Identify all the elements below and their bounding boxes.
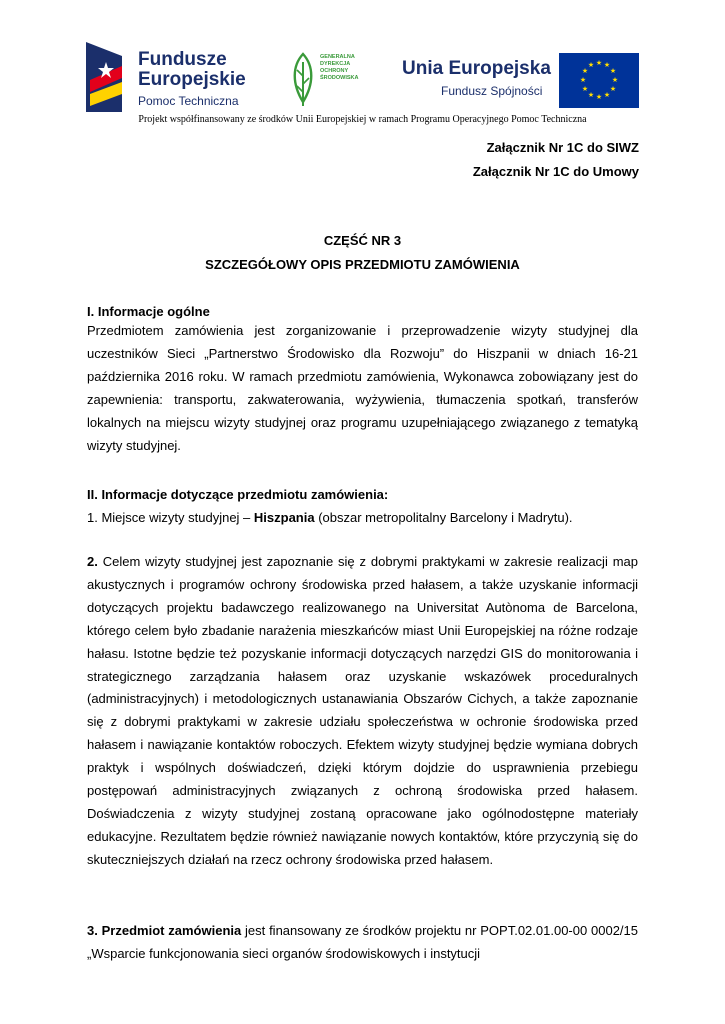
fundusze-europejskie-logo [86, 42, 256, 112]
section1-heading: I. Informacje ogólne [87, 304, 210, 319]
fe-flag-icon [86, 42, 122, 112]
item3-text: jest finansowany ze środków projektu nr POPT.02.01.00-00 0002/15 „Wsparcie funkcjonowania sieci organów środowiskowych i instytucji [87, 923, 639, 961]
item1-suffix: (obszar metropolitalny Barcelony i Madrytu). [314, 510, 573, 525]
eu-stars-icon [559, 53, 639, 108]
svg-text:★: ★ [595, 93, 603, 101]
section2-heading: II. Informacje dotyczące przedmiotu zamówienia: [87, 487, 389, 502]
fe-logo-title [138, 50, 246, 90]
section1-text: Przedmiotem zamówienia jest zorganizowanie i przeprowadzenie wizyty studyjnej dla uczestników Sieci „Partnerstwo Środowisko dla Rozwoju” do Hiszpanii w dniach 16-21 października 2016 roku. W ramach przedmiotu zamówienia, Wykonawca zobowiązany jest do zapewnienia: transportu, zakwaterowania, wyżywienia, tłumaczenia spotkań, transferów lokalnych na miejscu wizyty studyjnej oraz programu uzupełniającego związanego z tematyką wizyty studyjnej. [87, 323, 638, 453]
eu-flag-icon [559, 53, 639, 108]
svg-text:★: ★ [587, 91, 595, 99]
list-item-2 [87, 551, 638, 872]
fe-logo-line1: Fundusze [138, 49, 227, 70]
item1-prefix: 1. Miejsce wizyty studyjnej – [87, 510, 254, 525]
svg-text:★: ★ [581, 67, 589, 75]
svg-text:★: ★ [603, 61, 611, 69]
document-subtitle: SZCZEGÓŁOWY OPIS PRZEDMIOTU ZAMÓWIENIA [205, 257, 520, 272]
svg-text:★: ★ [609, 67, 617, 75]
gdos-logo [290, 52, 370, 112]
part-title: CZĘŚĆ NR 3 [323, 233, 402, 248]
fe-logo-line2: Europejskie [138, 69, 246, 90]
fe-logo-sub: Pomoc Techniczna [138, 94, 239, 108]
header-caption: Projekt współfinansowany ze środków Unii Europejskiej w ramach Programu Operacyjnego Pomoc Techniczna [138, 114, 587, 125]
section1-paragraph [87, 320, 638, 457]
svg-text:★: ★ [609, 85, 617, 93]
leaf-icon [290, 52, 316, 108]
annex-umowy: Załącznik Nr 1C do Umowy [472, 164, 639, 179]
svg-text:★: ★ [595, 59, 603, 67]
item1-bold: Hiszpania [253, 510, 315, 525]
gdos-logo-text: GENERALNA DYREKCJA OCHRONY ŚRODOWISKA [320, 54, 359, 81]
list-item-1 [87, 510, 573, 525]
page-header [0, 0, 725, 135]
svg-text:★: ★ [611, 76, 619, 84]
item2-number: 2. [87, 554, 98, 569]
ue-logo-title: Unia Europejska [402, 58, 551, 79]
svg-text:★: ★ [579, 76, 587, 84]
svg-text:★: ★ [581, 85, 589, 93]
svg-text:★: ★ [603, 91, 611, 99]
svg-text:★: ★ [587, 61, 595, 69]
item2-text: Celem wizyty studyjnej jest zapoznanie się z dobrymi praktykami w zakresie realizacji map akustycznych i programów ochrony środowiska przed hałasem, a także uzyskanie informacji dotyczących projektu badawczego realizowanego na Universitat Autònoma de Barcelona, którego celem było zbadanie narażenia mieszkańców miast Unii Europejskiej na różne rodzaje hałasu. Istotne będzie też pozyskanie informacji dotyczących narzędzi GIS do monitorowania i strategicznego zarządzania hałasem oraz uzyskanie wskazówek proceduralnych (administracyjnych) i metodologicznych ustanawiania Obszarów Cichych, a także zapoznanie się z dobrymi praktykami w zakresie udziału społeczeństwa w ochronie środowiska przed hałasem i nawiązanie kontaktów roboczych. Efektem wizyty studyjnej będzie wymiana dobrych praktyk i wspólnych doświadczeń, dzięki którym dojdzie do usprawnienia przebiegu postępowań administracyjnych związanych z ochroną środowiska przed hałasem. Doświadczenia z wizyty studyjnej zostaną opracowane jako ogólnodostępne materiały edukacyjne. Rezultatem będzie również nawiązanie nowych kontaktów, które przyczynią się do skuteczniejszych działań na rzecz ochrony środowiska przed hałasem. [87, 554, 638, 867]
ue-logo-sub: Fundusz Spójności [441, 84, 543, 98]
list-item-3 [87, 920, 638, 966]
item3-bold: 3. Przedmiot zamówienia [87, 923, 242, 938]
annex-siwz: Załącznik Nr 1C do SIWZ [486, 140, 639, 155]
